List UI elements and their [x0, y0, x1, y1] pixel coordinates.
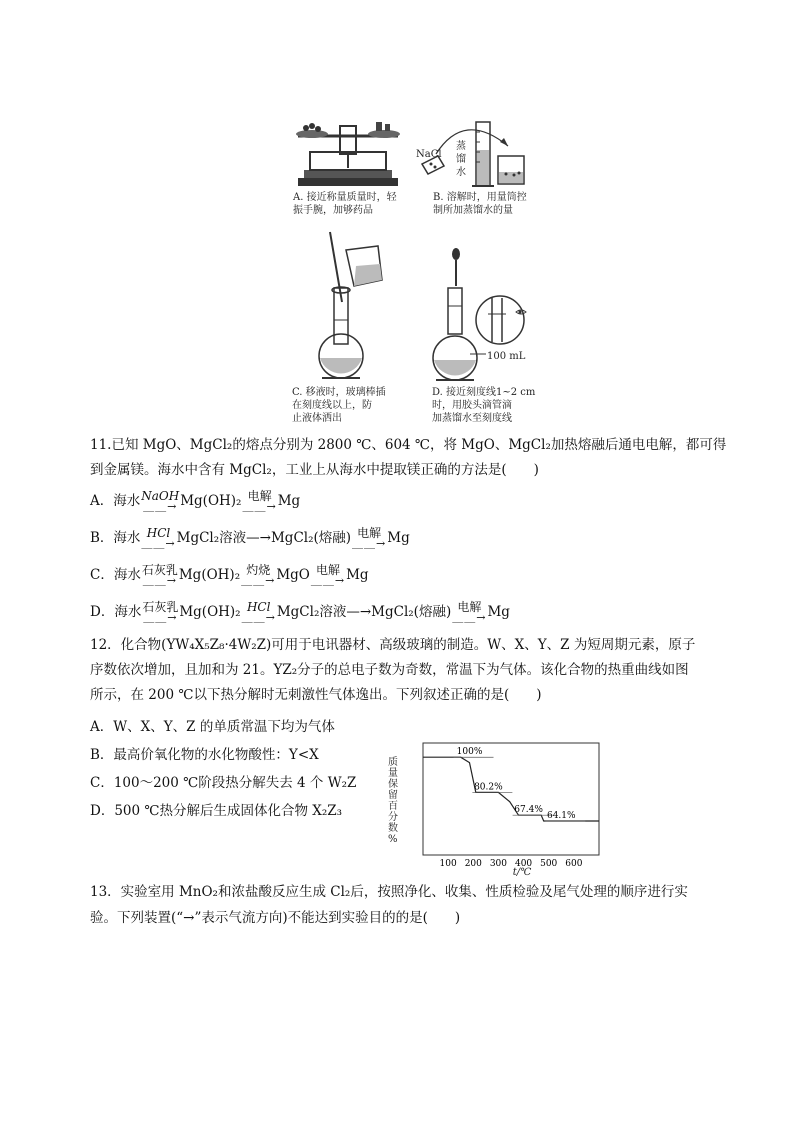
reaction-arrow: 电解 ＿＿→: [242, 489, 277, 513]
option-prefix: D．海水: [90, 604, 142, 620]
option-12-b[interactable]: B．最高价氧化物的水化物酸性：Y<X: [90, 747, 319, 763]
chart-plot-frame: [423, 743, 599, 855]
chart-x-tick-label: 400: [514, 859, 533, 869]
figure-b-caption: B. 溶解时，用量筒控 制所加蒸馏水的量: [433, 192, 527, 216]
reaction-arrow: 石灰乳 ＿＿→: [141, 563, 178, 587]
option-12-d[interactable]: D．500 ℃热分解后生成固体化合物 X₂Z₃: [90, 803, 343, 819]
thermogravimetric-chart: [376, 735, 606, 877]
dropper-illustration: [430, 246, 550, 386]
question-12-line-3: 所示，在 200 ℃以下热分解时无刺激性气体逸出。下列叙述正确的是( ): [90, 687, 542, 703]
figure-b-water-label-1: 蒸: [456, 141, 466, 152]
chart-x-tick-label: 500: [540, 859, 558, 869]
reaction-arrow: HCl ＿＿→: [141, 526, 176, 550]
chart-data-label: 67.4%: [514, 805, 543, 816]
reaction-arrow: HCl ＿＿→: [241, 600, 276, 624]
option-11-b[interactable]: B．海水 HCl ＿＿→ MgCl₂溶液—→MgCl₂(熔融) 电解 ＿＿→ Mg: [90, 526, 410, 550]
question-11-line-2: 到金属镁。海水中含有 MgCl₂，工业上从海水中提取镁正确的方法是( ): [90, 462, 539, 478]
transfer-illustration: [312, 228, 392, 386]
question-12-line-1: 12．化合物(YW₄X₅Z₈·4W₂Z)可用于电讯器材、高级玻璃的制造。W、X、Y、Z 为短周期元素，原子: [90, 637, 696, 653]
chart-x-tick-label: 100: [439, 859, 457, 869]
question-12-line-2: 序数依次增加，且加和为 21。YZ₂分子的总电子数为奇数，常温下为气体。该化合物的热重曲线如图: [90, 662, 689, 678]
option-prefix: A．海水: [90, 493, 141, 509]
chart-x-tick-label: 300: [489, 859, 508, 869]
figure-b-water-label-2: 馏: [456, 154, 466, 165]
option-prefix: C．海水: [90, 567, 141, 583]
reaction-arrow: NaOH ＿＿→: [141, 489, 180, 513]
option-12-a[interactable]: A．W、X、Y、Z 的单质常温下均为气体: [90, 719, 335, 735]
figure-b-nacl-label: NaCl: [416, 149, 442, 160]
question-11-line-1: 11.已知 MgO、MgCl₂的熔点分别为 2800 ℃、604 ℃，将 MgO、MgCl₂加热熔融后通电电解，都可得: [90, 437, 727, 453]
reaction-arrow: 石灰乳 ＿＿→: [142, 600, 179, 624]
reaction-arrow: 电解 ＿＿→: [310, 563, 346, 587]
figure-b-water-label-3: 水: [456, 167, 466, 178]
reaction-arrow: 灼烧 ＿＿→: [241, 563, 276, 587]
balance-illustration: [288, 112, 408, 192]
figure-d-caption: D. 接近刻度线1~2 cm 时，用胶头滴管滴 加蒸馏水至刻度线: [432, 387, 536, 424]
chart-x-tick-label: 600: [565, 859, 583, 869]
chart-data-label: 80.2%: [474, 782, 503, 793]
option-11-a[interactable]: A．海水 NaOH ＿＿→ Mg(OH)₂ 电解 ＿＿→ Mg: [90, 489, 301, 513]
figure-a-caption: A. 接近称量质量时，轻 振手腕，加够药品: [293, 192, 397, 216]
question-13-line-1: 13．实验室用 MnO₂和浓盐酸反应生成 Cl₂后，按照净化、收集、性质检验及尾气处理的顺序进行实: [90, 884, 688, 900]
chart-data-label: 64.1%: [546, 811, 576, 822]
option-11-c[interactable]: C．海水 石灰乳 ＿＿→ Mg(OH)₂ 灼烧 ＿＿→ MgO 电解 ＿＿→ Mg: [90, 563, 369, 587]
question-13-line-2: 验。下列装置(“→”表示气流方向)不能达到实验目的的是( ): [90, 910, 461, 926]
reaction-arrow: 电解 ＿＿→: [352, 526, 387, 550]
figure-c-caption: C. 移液时，玻璃棒插 在刻度线以上，防 止液体洒出: [292, 387, 386, 424]
option-prefix: B．海水: [90, 530, 141, 546]
chart-data-label: 100%: [456, 747, 483, 758]
figure-d-volume-label: 100 mL: [487, 351, 526, 362]
chart-x-tick-label: 200: [464, 859, 482, 869]
chart-x-label: t/℃: [512, 867, 532, 877]
option-11-d[interactable]: D．海水 石灰乳 ＿＿→ Mg(OH)₂ HCl ＿＿→ MgCl₂溶液—→MgCl₂(熔融) 电解 ＿＿→ Mg: [90, 600, 510, 624]
reaction-arrow: 电解 ＿＿→: [452, 600, 487, 624]
chart-y-label: 质量保留百分数%: [388, 757, 398, 845]
option-12-c[interactable]: C．100～200 ℃阶段热分解失去 4 个 W₂Z: [90, 775, 357, 791]
